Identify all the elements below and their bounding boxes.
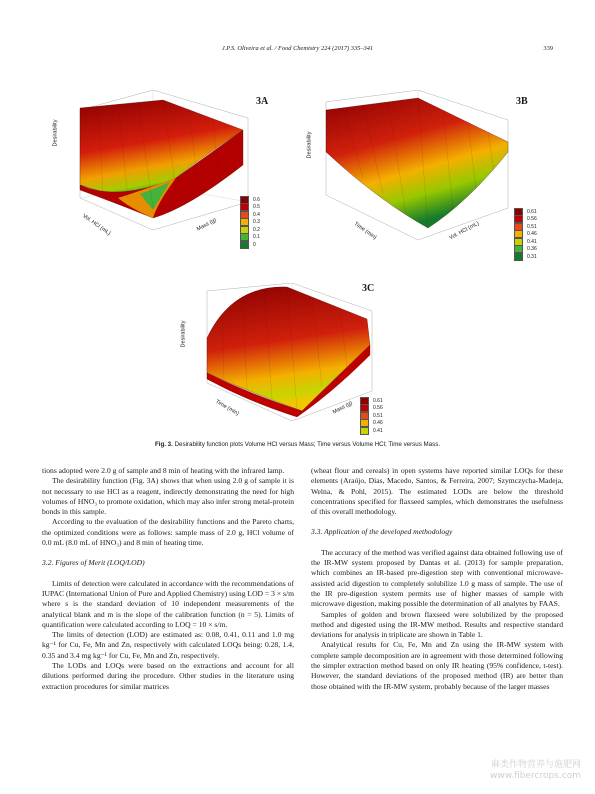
plot-3c <box>180 283 383 434</box>
z-axis-label-3c: Desirability <box>180 320 187 348</box>
y-axis-label-3c: Mass (g) <box>331 400 354 416</box>
x-axis-label-3a: Vol. HCl (mL) <box>81 213 112 237</box>
legend-entry: 0.56 <box>360 405 383 413</box>
body-paragraph: The desirability function (Fig. 3A) shows that when using 2.0 g of sample it is not necessary to use HCl as a reagent, indirectly demonstrating the need for high volumes of HNO₃ to promote oxidation, which may also infer strong metal-protein bonds in this sample. <box>42 476 294 517</box>
body-paragraph: Limits of detection were calculated in accordance with the recommendations of IUPAC (International Union of Pure and Applied Chemistry) using LOD = 3 × s/m where s is the standard deviation of 10 independent measurements of the analytical blank and m is the slope of the calibration function (n = 5). Limits of quantification were calculated according to LOQ = 10 × s/m. <box>42 578 294 629</box>
legend-entry: 0.41 <box>514 238 537 246</box>
body-paragraph: The LODs and LOQs were based on the extractions and account for all dilutions performed during the procedure. Other studies in the literature using extraction procedures for similar matrices <box>42 661 294 691</box>
legend-entry: 0.46 <box>360 420 383 428</box>
body-paragraph: (wheat flour and cereals) in open systems have reported similar LOQs for these elements (Araújo, Dias, Macedo, Santos, & Ferreira, 2007; Szymczycha-Madeja, Welna, & Pohl, 2015). The estimated LODs are below the threshold concentrations specified for flaxseed samples, which demonstrates the usefulness of this overall methodology. <box>311 466 563 517</box>
section-heading: 3.3. Application of the developed methodology <box>311 527 453 537</box>
plot-3a <box>52 90 269 250</box>
legend-entry: 0.31 <box>514 253 537 261</box>
y-axis-label-3a: Mass (g) <box>195 217 218 233</box>
spacer <box>42 569 294 579</box>
legend-entry: 0.1 <box>240 234 260 242</box>
left-column <box>42 466 294 692</box>
watermark: 麻类作物营养与施肥网 www.fibercrops.com <box>490 760 581 781</box>
body-paragraph: Samples of golden and brown flaxseed were solubilized by the proposed method and digested using the IR-MW method. Results and respective standard deviations for analysis in triplicate are shown in Table 1. <box>311 609 563 640</box>
legend-entry: 0 <box>240 241 260 249</box>
body-paragraph: The limits of detection (LOD) are estimated as: 0.08, 0.41, 0.11 and 1.0 mg kg⁻¹ for Cu, Fe, Mn and Zn, respectively with calculated LOQs being: 0.28, 1.4, 0.35 and 3.4 mg kg⁻¹ for Cu, Fe, Mn and Zn, respectively. <box>42 630 294 660</box>
body-paragraph: Analytical results for Cu, Fe, Mn and Zn using the IR-MW system with complete sample decomposition are in agreement with those determined following the simpler extraction method based on only IR heating (95% confidence, t-test). However, the standard deviations of the proposed method (IR) are better than those obtained with the IR-MW system, probably because of the larger masses <box>311 640 563 691</box>
surface-plot-3a <box>58 90 258 250</box>
legend-entry: 0.51 <box>360 412 383 420</box>
y-axis-label-3b: Vol. HCl (mL) <box>448 220 481 242</box>
legend-3a <box>240 196 260 249</box>
x-axis-label-3c: Time (min) <box>214 398 240 418</box>
legend-3c <box>360 397 383 435</box>
legend-entry: 0.61 <box>360 397 383 405</box>
plot-label-3a: 3A <box>256 96 269 107</box>
spacer <box>42 548 294 558</box>
caption-label: Fig. 3. <box>154 441 173 448</box>
legend-entry: 0.56 <box>514 216 537 224</box>
surface-plot-3b <box>318 90 518 255</box>
page-number: 339 <box>543 45 553 52</box>
spacer <box>311 538 563 548</box>
legend-entry: 0.6 <box>240 196 260 204</box>
section-heading: 3.2. Figures of Merit (LOQ/LOD) <box>42 558 145 568</box>
legend-entry: 0.46 <box>514 231 537 239</box>
right-column <box>311 466 563 692</box>
legend-3b <box>514 208 537 261</box>
caption-text: Desirability function plots Volume HCl versus Mass; Time versus Volume HCl; Time versus Mass. <box>174 441 441 448</box>
running-head <box>0 45 595 57</box>
plot-label-3b: 3B <box>516 96 528 107</box>
plot-label-3c: 3C <box>362 283 375 294</box>
legend-entry: 0.41 <box>360 427 383 435</box>
journal-citation: J.P.S. Oliveira et al. / Food Chemistry 224 (2017) 335–341 <box>221 45 374 52</box>
plot-3b <box>306 90 537 260</box>
figure-caption <box>0 441 595 448</box>
spacer <box>311 517 563 527</box>
legend-entry: 0.61 <box>514 208 537 216</box>
legend-entry: 0.2 <box>240 226 260 234</box>
z-axis-label-3a: Desirability <box>52 119 59 147</box>
body-paragraph: According to the evaluation of the desirability functions and the Pareto charts, the optimized conditions were as follows: sample mass of 2.0 g, HCl volume of 0.0 mL (8.0 mL of HNO₃) and 8 min of heating time. <box>42 517 294 548</box>
legend-entry: 0.51 <box>514 223 537 231</box>
x-axis-label-3b: Time (min) <box>352 221 378 241</box>
z-axis-label-3b: Desirability <box>306 131 313 159</box>
legend-entry: 0.5 <box>240 204 260 212</box>
body-paragraph: The accuracy of the method was verified against data obtained following use of the IR-MW system proposed by Dantas et al. (2013) for sample preparation, which combines an IR-based pre-digestion step with conventional microwave-assisted acid digestion to completely solubilize 1.0 g mass of sample. The use of the IR pre-digestion system permits use of higher masses of sample with microwave digestion, making possible the determination of all analytes by FAAS. <box>311 547 563 609</box>
body-paragraph: tions adopted were 2.0 g of sample and 8 min of heating with the infrared lamp. <box>42 466 285 475</box>
legend-entry: 0.36 <box>514 246 537 254</box>
legend-entry: 0.3 <box>240 219 260 227</box>
legend-entry: 0.4 <box>240 211 260 219</box>
